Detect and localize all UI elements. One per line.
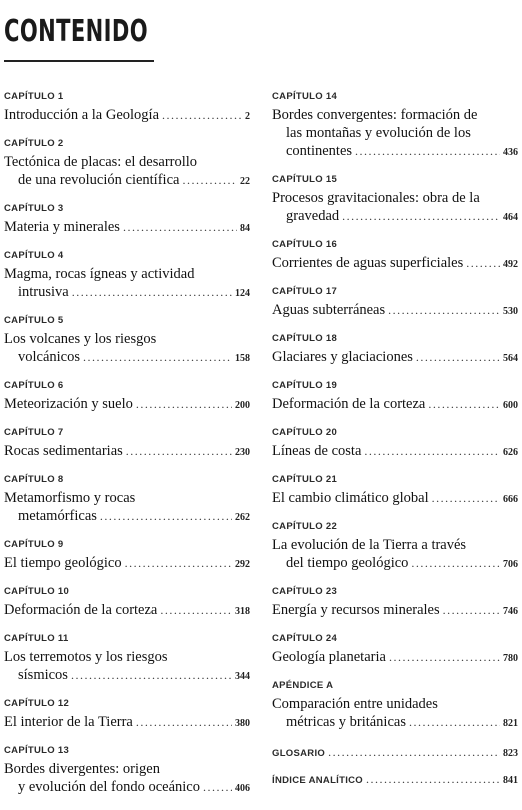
toc-entry-title: y evolución del fondo oceánico [18, 779, 200, 795]
toc-entry-page: 564 [503, 353, 518, 364]
toc-column-left [4, 91, 250, 810]
toc-entry-label: CAPÍTULO 4 [4, 250, 64, 261]
toc-entry-label: CAPÍTULO 24 [272, 633, 338, 644]
toc-entry[interactable] [4, 380, 250, 415]
toc-entry[interactable] [272, 745, 518, 760]
dot-leader [182, 171, 237, 189]
toc-entry[interactable] [4, 91, 250, 126]
toc-entry-title: métricas y británicas [286, 714, 406, 730]
dot-leader [100, 507, 232, 525]
toc-entry-title: Deformación de la corteza [4, 602, 158, 618]
toc-entry-title: de una revolución científica [18, 172, 180, 188]
dot-leader [416, 348, 500, 366]
toc-entry-label: CAPÍTULO 10 [4, 586, 70, 597]
toc-entry-title-line [272, 301, 518, 321]
toc-entry-title: sísmicos [18, 667, 68, 683]
toc-entry-page: 2 [245, 111, 250, 122]
toc-entry[interactable] [272, 521, 518, 574]
toc-entry[interactable] [272, 586, 518, 621]
dot-leader [388, 301, 500, 319]
toc-entry[interactable] [4, 203, 250, 238]
toc-entry[interactable] [4, 315, 250, 368]
toc-entry-title-line [272, 601, 518, 621]
toc-entry-title-line: Magma, rocas ígneas y actividad [4, 266, 195, 282]
toc-entry-page: 262 [235, 512, 250, 523]
toc-entry[interactable] [4, 633, 250, 686]
toc-entry[interactable] [4, 427, 250, 462]
toc-entry-label: CAPÍTULO 21 [272, 474, 338, 485]
toc-entry-page: 124 [235, 288, 250, 299]
toc-entry-label: CAPÍTULO 17 [272, 286, 338, 297]
toc-entry-label: CAPÍTULO 19 [272, 380, 338, 391]
toc-entry-label: CAPÍTULO 7 [4, 427, 64, 438]
toc-entry-label: CAPÍTULO 13 [4, 745, 70, 756]
toc-entry-page: 666 [503, 494, 518, 505]
dot-leader [203, 778, 232, 796]
dot-leader [389, 648, 500, 666]
dot-leader [123, 218, 237, 236]
toc-entry-title-line [4, 778, 250, 798]
toc-entry-title: continentes [286, 143, 353, 159]
toc-entry-page: 464 [503, 212, 518, 223]
dot-leader [126, 442, 232, 460]
toc-entry-page: 318 [235, 606, 250, 617]
toc-entry-title: Glaciares y glaciaciones [272, 349, 413, 365]
toc-entry-label: CAPÍTULO 9 [4, 539, 64, 550]
toc-entry[interactable] [4, 138, 250, 191]
toc-entry-page: 22 [240, 176, 250, 187]
toc-entry-title: Corrientes de aguas superficiales [272, 255, 464, 271]
toc-entry-title-line: Metamorfismo y rocas [4, 490, 136, 506]
toc-entry-title-line [4, 666, 250, 686]
dot-leader [72, 283, 232, 301]
dot-leader [409, 713, 500, 731]
toc-entry-title-line [272, 348, 518, 368]
toc-entry-label: CAPÍTULO 18 [272, 333, 338, 344]
toc-entry-title-line [4, 601, 250, 621]
dot-leader [443, 601, 500, 619]
toc-entry-title-line [4, 348, 250, 368]
toc-entry-title-line [272, 207, 518, 227]
toc-entry-title-line [272, 395, 518, 415]
dot-leader [428, 395, 500, 413]
toc-entry-title-line: Tectónica de placas: el desarrollo [4, 154, 198, 170]
dot-leader [342, 207, 500, 225]
toc-entry[interactable] [272, 633, 518, 668]
toc-entry-title: El interior de la Tierra [4, 714, 133, 730]
toc-entry[interactable] [272, 380, 518, 415]
toc-entry-title: Meteorización y suelo [4, 396, 133, 412]
toc-entry-label: GLOSARIO [272, 748, 326, 759]
toc-entry-title: Rocas sedimentarias [4, 443, 123, 459]
toc-entry-page: 821 [503, 718, 518, 729]
toc-entry-page: 406 [235, 783, 250, 794]
toc-entry-title-line: Bordes divergentes: origen [4, 761, 160, 777]
toc-entry-label: CAPÍTULO 11 [4, 633, 69, 644]
toc-entry-page: 841 [503, 775, 518, 786]
toc-entry-page: 84 [240, 223, 250, 234]
toc-entry-title: intrusiva [18, 284, 69, 300]
dot-leader [466, 254, 500, 272]
dot-leader [328, 745, 500, 760]
toc-entry-page: 200 [235, 400, 250, 411]
toc-entry-title-line: Los volcanes y los riesgos [4, 331, 157, 347]
page-title: CONTENIDO [4, 14, 149, 49]
toc-entry-title: El cambio climático global [272, 490, 429, 506]
toc-entry-label: CAPÍTULO 1 [4, 91, 64, 102]
toc-entry[interactable] [4, 586, 250, 621]
toc-entry-title: metamórficas [18, 508, 97, 524]
toc-entry-title-line: Los terremotos y los riesgos [4, 649, 168, 665]
dot-leader [364, 442, 500, 460]
toc-entry-page: 530 [503, 306, 518, 317]
dot-leader [411, 554, 500, 572]
toc-entry-label: CAPÍTULO 3 [4, 203, 64, 214]
toc-entry-label: CAPÍTULO 20 [272, 427, 338, 438]
toc-entry-title: Energía y recursos minerales [272, 602, 440, 618]
toc-entry-title: Introducción a la Geología [4, 107, 160, 123]
toc-entry[interactable] [4, 698, 250, 733]
toc-entry-page: 600 [503, 400, 518, 411]
toc-entry-label: CAPÍTULO 5 [4, 315, 64, 326]
toc-entry-title: gravedad [286, 208, 340, 224]
toc-entry-page: 158 [235, 353, 250, 364]
toc-entry-label: CAPÍTULO 22 [272, 521, 338, 532]
toc-entry-title-line [272, 554, 518, 574]
dot-leader [136, 395, 232, 413]
toc-entry[interactable] [272, 427, 518, 462]
title-rule [4, 60, 154, 62]
dot-leader [432, 489, 500, 507]
toc-entry-label: CAPÍTULO 23 [272, 586, 338, 597]
toc-entry-title-line [4, 171, 250, 191]
dot-leader [366, 772, 500, 787]
toc-entry-page: 492 [503, 259, 518, 270]
toc-entry-page: 344 [235, 671, 250, 682]
toc-entry[interactable] [4, 539, 250, 574]
toc-entry-label: CAPÍTULO 14 [272, 91, 338, 102]
dot-leader [355, 142, 500, 160]
toc-entry-page: 823 [503, 748, 518, 759]
toc-entry[interactable] [4, 474, 250, 527]
toc-entry[interactable] [272, 286, 518, 321]
toc-entry-page: 780 [503, 653, 518, 664]
toc-entry[interactable] [272, 474, 518, 509]
toc-entry[interactable] [4, 745, 250, 798]
dot-leader [125, 554, 232, 572]
toc-entry-title-line [272, 142, 518, 162]
toc-entry-title-line [272, 713, 518, 733]
toc-entry[interactable] [272, 680, 518, 733]
toc-entry-label: CAPÍTULO 16 [272, 239, 338, 250]
toc-entry-title: del tiempo geológico [286, 555, 409, 571]
toc-entry-title-line [272, 254, 518, 274]
toc-entry[interactable] [272, 91, 518, 162]
dot-leader [160, 601, 232, 619]
toc-entry-page: 292 [235, 559, 250, 570]
toc-entry-page: 380 [235, 718, 250, 729]
toc-entry-title-line [272, 442, 518, 462]
toc-entry-title-line: Bordes convergentes: formación de [272, 107, 478, 123]
toc-entry-page: 706 [503, 559, 518, 570]
toc-entry-title-line [4, 395, 250, 415]
toc-entry[interactable] [272, 174, 518, 227]
toc-entry-title-line [4, 283, 250, 303]
toc-entry-title-line [4, 218, 250, 238]
toc-entry-label: CAPÍTULO 8 [4, 474, 64, 485]
toc-entry-page: 626 [503, 447, 518, 458]
toc-entry-title-line [4, 106, 250, 126]
dot-leader [162, 106, 242, 124]
toc-entry-title-line: las montañas y evolución de los [286, 125, 471, 141]
toc-entry-page: 436 [503, 147, 518, 158]
toc-entry-label: APÉNDICE A [272, 680, 334, 691]
toc-entry-title-line [272, 489, 518, 509]
toc-entry-label: CAPÍTULO 15 [272, 174, 338, 185]
toc-entry-title-line [4, 442, 250, 462]
toc-entry-title: Aguas subterráneas [272, 302, 386, 318]
toc-entry-title: Deformación de la corteza [272, 396, 426, 412]
toc-entry-label: CAPÍTULO 12 [4, 698, 70, 709]
toc-entry-title: Líneas de costa [272, 443, 362, 459]
toc-entry-label: CAPÍTULO 6 [4, 380, 64, 391]
dot-leader [136, 713, 232, 731]
toc-entry-title-line [272, 648, 518, 668]
toc-entry[interactable] [272, 333, 518, 368]
toc-entry-title-line [4, 554, 250, 574]
toc-entry[interactable] [272, 239, 518, 274]
toc-entry-title: El tiempo geológico [4, 555, 122, 571]
toc-entry-title-line: Procesos gravitacionales: obra de la [272, 190, 480, 206]
toc-entry-title-line: Comparación entre unidades [272, 696, 438, 712]
toc-entry[interactable] [272, 772, 518, 787]
toc-entry-title: Materia y minerales [4, 219, 120, 235]
toc-entry[interactable] [4, 250, 250, 303]
toc-entry-page: 230 [235, 447, 250, 458]
toc-entry-page: 746 [503, 606, 518, 617]
toc-entry-title-line [4, 713, 250, 733]
toc-column-right [272, 91, 518, 799]
toc-entry-title: volcánicos [18, 349, 81, 365]
toc-entry-label: CAPÍTULO 2 [4, 138, 64, 149]
toc-entry-label: ÍNDICE ANALÍTICO [272, 775, 364, 786]
toc-entry-title-line: La evolución de la Tierra a través [272, 537, 467, 553]
toc-entry-title-line [4, 507, 250, 527]
toc-entry-title: Geología planetaria [272, 649, 386, 665]
dot-leader [83, 348, 232, 366]
dot-leader [71, 666, 232, 684]
